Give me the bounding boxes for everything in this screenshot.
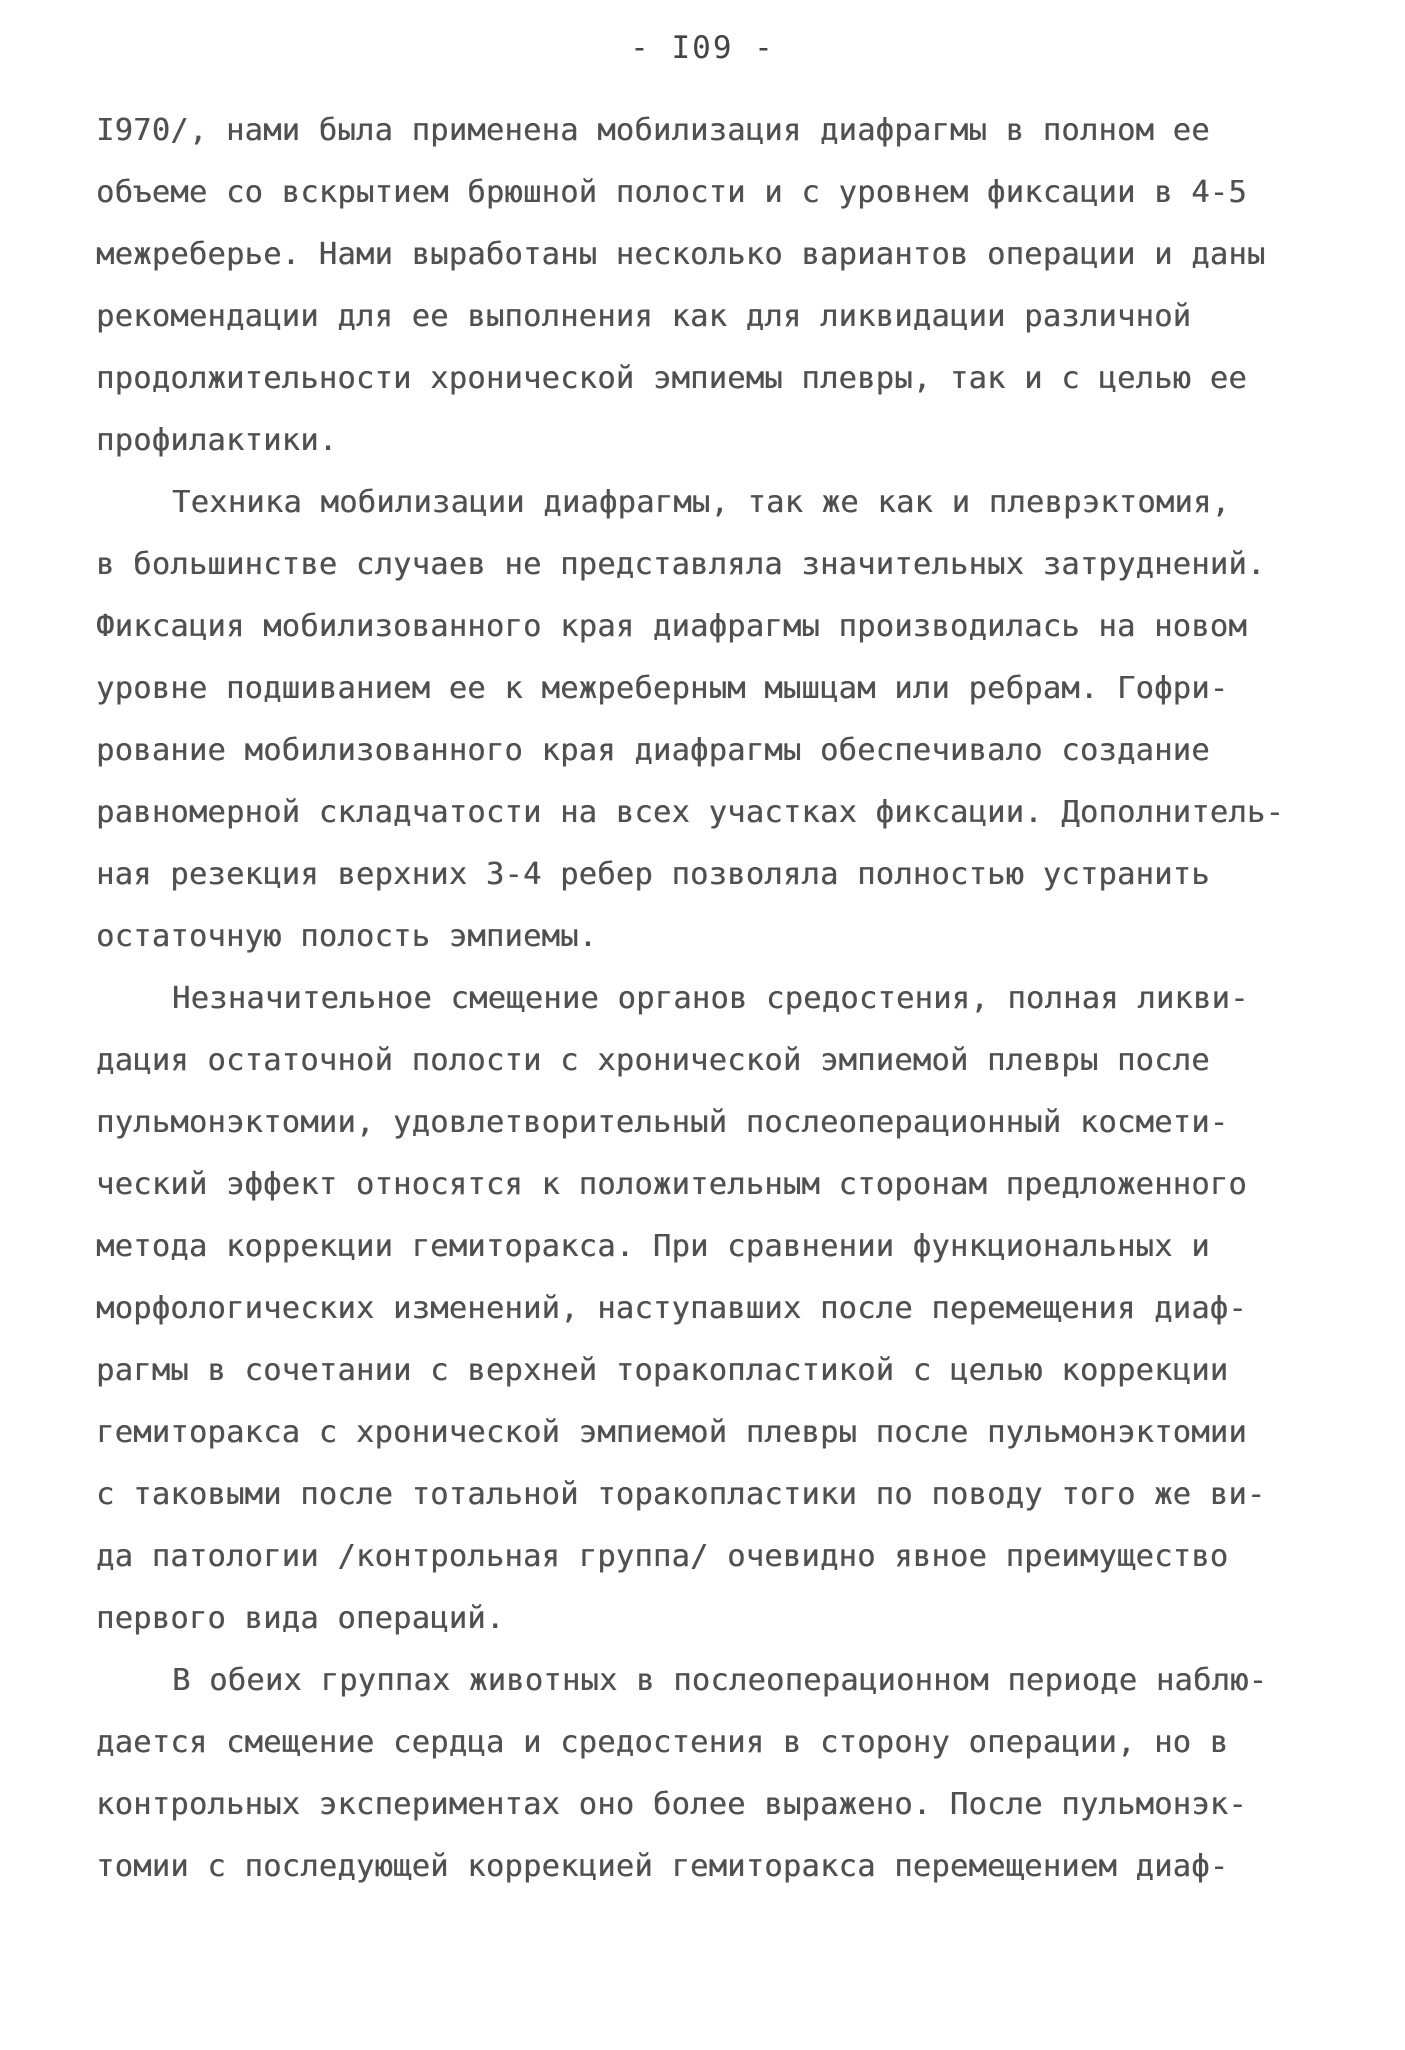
text-line: равномерной складчатости на всех участках фиксации. Дополнитель- — [96, 795, 1285, 830]
text-line: Техника мобилизации диафрагмы, так же как и плеврэктомия, — [172, 485, 1231, 520]
paragraph-2 — [96, 472, 1316, 968]
text-line: профилактики. — [96, 423, 338, 458]
text-line: остаточную полость эмпиемы. — [96, 919, 598, 954]
text-line: первого вида операций. — [96, 1601, 505, 1636]
text-line: объеме со вскрытием брюшной полости и с уровнем фиксации в 4-5 — [96, 175, 1247, 210]
text-line: Незначительное смещение органов средостения, полная ликви- — [172, 981, 1249, 1016]
paragraph-3 — [96, 968, 1316, 1650]
text-line: рекомендации для ее выполнения как для ликвидации различной — [96, 299, 1192, 334]
text-line: гемиторакса с хронической эмпиемой плевры после пульмонэктомии — [96, 1415, 1247, 1450]
paragraph-4 — [96, 1650, 1316, 1898]
text-line: межреберье. Нами выработаны несколько вариантов операции и даны — [96, 237, 1266, 272]
text-line: Фиксация мобилизованного края диафрагмы производилась на новом — [96, 609, 1247, 644]
text-line: I970/, нами была применена мобилизация диафрагмы в полном ее — [96, 113, 1210, 148]
paragraph-1 — [96, 100, 1316, 472]
text-line: ная резекция верхних 3-4 ребер позволяла полностью устранить — [96, 857, 1210, 892]
text-line: дается смещение сердца и средостения в сторону операции, но в — [96, 1725, 1229, 1760]
text-line: уровне подшиванием ее к межреберным мышцам или ребрам. Гофри- — [96, 671, 1229, 706]
text-line: да патологии /контрольная группа/ очевидно явное преимущество — [96, 1539, 1229, 1574]
text-line: в большинстве случаев не представляла значительных затруднений. — [96, 547, 1266, 582]
text-line: томии с последующей коррекцией гемиторакса перемещением диаф- — [96, 1849, 1229, 1884]
text-line: продолжительности хронической эмпиемы плевры, так и с целью ее — [96, 361, 1247, 396]
text-line: рование мобилизованного края диафрагмы обеспечивало создание — [96, 733, 1210, 768]
page-number: - I09 - — [630, 30, 775, 66]
text-line: В обеих группах животных в послеоперационном периоде наблю- — [172, 1663, 1268, 1698]
text-line: дация остаточной полости с хронической эмпиемой плевры после — [96, 1043, 1210, 1078]
text-line: рагмы в сочетании с верхней торакопластикой с целью коррекции — [96, 1353, 1229, 1388]
body-text — [96, 100, 1316, 1898]
text-line: контрольных экспериментах оно более выражено. После пульмонэк- — [96, 1787, 1247, 1822]
text-line: метода коррекции гемиторакса. При сравнении функциональных и — [96, 1229, 1210, 1264]
text-line: ческий эффект относятся к положительным сторонам предложенного — [96, 1167, 1247, 1202]
text-line: морфологических изменений, наступавших после перемещения диаф- — [96, 1291, 1247, 1326]
text-line: пульмонэктомии, удовлетворительный послеоперационный космети- — [96, 1105, 1229, 1140]
text-line: с таковыми после тотальной торакопластики по поводу того же ви- — [96, 1477, 1266, 1512]
